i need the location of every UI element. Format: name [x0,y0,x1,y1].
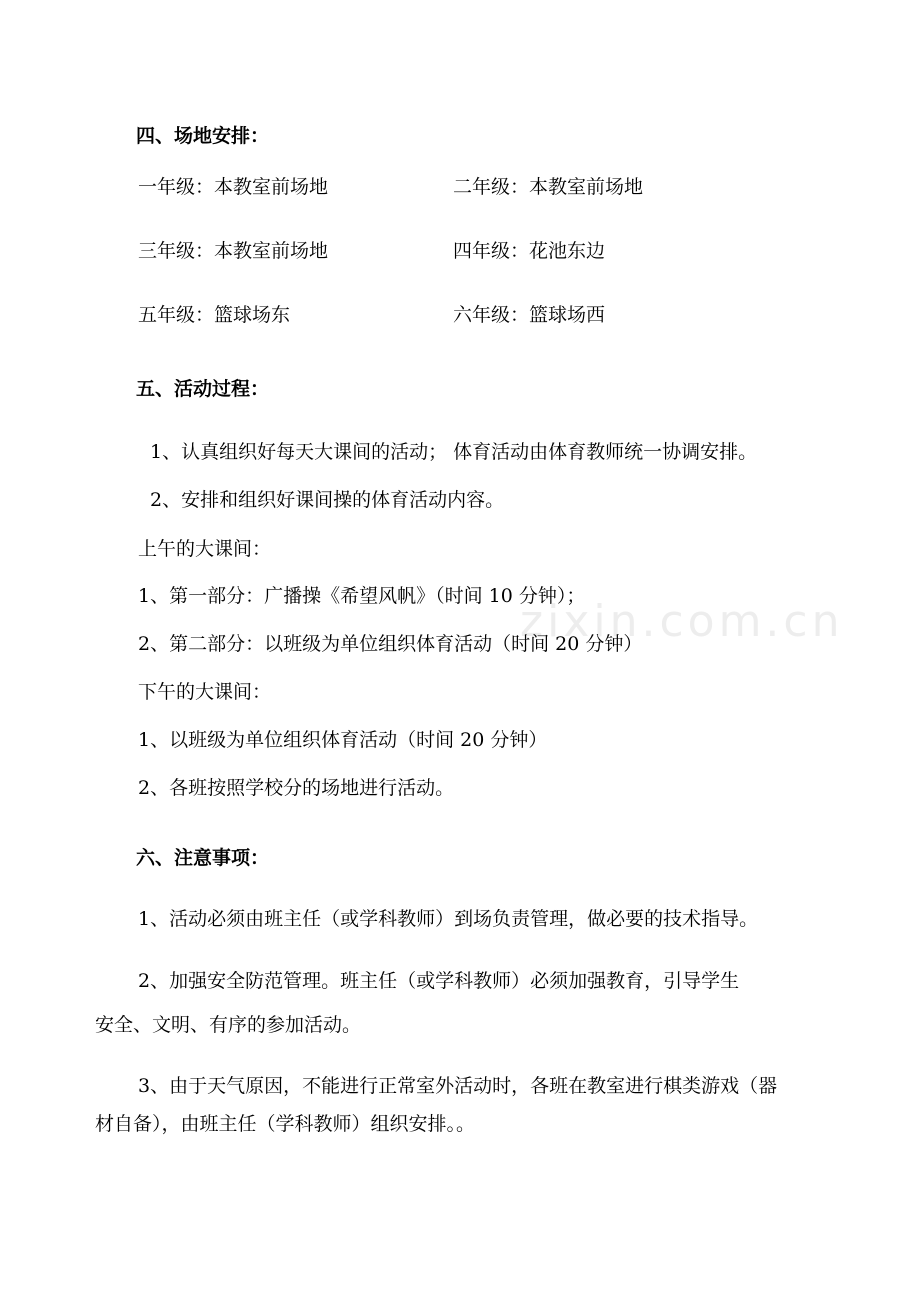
afternoon-break-label: 下午的大课间： [138,681,272,703]
venue-grade-1: 一年级：本教室前场地 [138,176,329,198]
process-item-2: 2、安排和组织好课间操的体育活动内容。 [150,489,505,511]
section-5-heading: 五、活动过程： [136,378,270,400]
process-item-1: 1、认真组织好每天大课间的活动； 体育活动由体育教师统一协调安排。 [150,441,758,463]
section-4-heading: 四、场地安排： [136,125,270,147]
note-2-line-2: 安全、文明、有序的参加活动。 [95,1014,362,1036]
afternoon-item-1: 1、以班级为单位组织体育活动（时间 20 分钟） [138,729,548,751]
afternoon-item-2: 2、各班按照学校分的场地进行活动。 [138,777,455,799]
morning-break-label: 上午的大课间： [138,538,272,560]
morning-part-1: 1、第一部分：广播操《希望风帆》（时间 10 分钟）； [138,585,586,607]
watermark-text: zixin.com.cn [520,596,844,647]
venue-grade-5: 五年级：篮球场东 [138,304,291,326]
venue-grade-6: 六年级：篮球场西 [453,304,606,326]
venue-grade-3: 三年级：本教室前场地 [138,240,329,262]
note-3-line-1: 3、由于天气原因，不能进行正常室外活动时，各班在教室进行棋类游戏（器 [138,1075,778,1097]
venue-grade-2: 二年级：本教室前场地 [453,176,644,198]
note-1: 1、活动必须由班主任（或学科教师）到场负责管理，做必要的技术指导。 [138,908,759,930]
section-6-heading: 六、注意事项： [136,847,270,869]
note-3-line-2: 材自备），由班主任（学科教师）组织安排。。 [95,1113,476,1135]
note-2-line-1: 2、加强安全防范管理。班主任（或学科教师）必须加强教育，引导学生 [138,970,740,992]
morning-part-2: 2、第二部分：以班级为单位组织体育活动（时间 20 分钟） [138,633,643,655]
venue-grade-4: 四年级：花池东边 [453,240,606,262]
